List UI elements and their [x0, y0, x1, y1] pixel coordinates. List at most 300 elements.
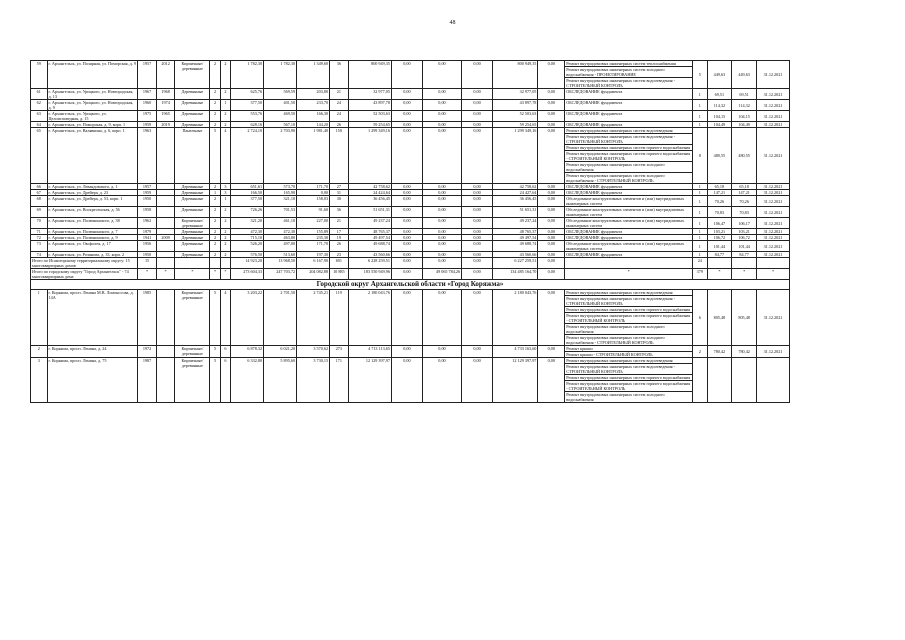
cell-k: 1	[693, 184, 707, 190]
cell-sum: 800 949,35	[348, 61, 391, 89]
work-item: Обследование конструктивных элементов и (или) внутридомовых инженерных систем	[566, 241, 685, 251]
work-item: Ремонт внутридомовых инженерных систем холодного водоснабжения - ПРОЕКТИРОВАНИЕ	[565, 67, 692, 78]
cell-sum: 49 237,24	[348, 218, 391, 229]
cell-p: 24	[330, 111, 349, 122]
cell-own: 4 733 163,60	[493, 346, 538, 358]
cell-v1: 69,51	[707, 89, 732, 100]
cell-a1: 377,50	[231, 196, 264, 207]
cell-a3: 2 745,21	[297, 290, 330, 346]
cell-addr: г. Архангельск, ул. Левандовского, д. 1	[47, 184, 138, 190]
cell-z2: 0,00	[422, 184, 461, 190]
works-list	[565, 346, 693, 358]
cell-a2: 2 703,90	[264, 128, 297, 184]
cell-fl: 2	[210, 252, 220, 258]
cell-p: 171	[330, 358, 349, 403]
cell-v1: 70,26	[707, 196, 732, 207]
cell-v2: 103,21	[732, 229, 757, 235]
cell-a1: 1 782,30	[231, 61, 264, 89]
cell-z1: 0,00	[391, 61, 422, 89]
cell-z3: 0,00	[462, 290, 493, 346]
cell-k: 1	[693, 190, 707, 196]
cell-own: 36 456,45	[493, 196, 538, 207]
cell-a1: 715,10	[231, 235, 264, 241]
cell-y1: 1957	[138, 61, 157, 89]
cell-n: 61	[31, 89, 48, 100]
cell-en: 2	[220, 235, 230, 241]
cell-y2	[156, 128, 175, 184]
cell-y2	[156, 207, 175, 218]
cell-own: 52 503,63	[493, 111, 538, 122]
cell-z3: 0,00	[462, 346, 493, 358]
cell-z3: 0,00	[462, 100, 493, 111]
cell-dt: 31.12.2021	[757, 184, 790, 190]
cell-sum: 1 299 349,16	[348, 128, 391, 184]
cell-a1: 726,26	[231, 207, 264, 218]
cell-z1: 0,00	[391, 100, 422, 111]
table-row	[31, 290, 790, 346]
work-item: Ремонт внутридомовых инженерных систем холодного водоснабжения - СТРОИТЕЛЬНЫЙ КОНТРОЛЬ	[566, 173, 665, 183]
cell-n: 71	[31, 229, 48, 235]
cell-a1: 625,76	[231, 89, 264, 100]
work-item: Ремонт внутридомовых инженерных систем водоотведения - СТРОИТЕЛЬНЫЙ КОНТРОЛЬ	[565, 296, 692, 307]
cell-z3: 0,00	[462, 358, 493, 403]
cell-en: 2	[220, 111, 230, 122]
cell-v1: 449,63	[707, 61, 732, 89]
cell-v2: 101,44	[732, 241, 757, 252]
cell-z2: 0,00	[422, 252, 461, 258]
cell-own: 32 977,05	[493, 89, 538, 100]
cell-k: 1	[693, 218, 707, 229]
cell-addr: г. Архангельск, ул. Урицкого, ул. Новгородская, д. 13	[47, 89, 138, 100]
cell-a3: 203,80	[297, 89, 330, 100]
work-item: Ремонт крыши	[565, 346, 692, 352]
cell-n: 65	[31, 128, 48, 184]
cell-n: 3	[31, 358, 48, 403]
cell-a3: 166,30	[297, 111, 330, 122]
cell-y1: 1958	[138, 207, 157, 218]
cell-z4: 0,00	[538, 100, 565, 111]
cell-z4: 0,00	[538, 184, 565, 190]
cell-z3: 0,00	[462, 190, 493, 196]
cell-p: 36	[330, 207, 349, 218]
cell-mat: Деревянные	[175, 235, 210, 241]
city-total-label: Итого по городскому округу "Город Архангельск" - 74 многоквартирных дома	[31, 269, 138, 280]
cell-mat: Деревянные	[175, 100, 210, 111]
cell-en: 1	[220, 100, 230, 111]
cell-a1: 3 203,22	[231, 290, 264, 346]
cell-a3: 1 981,40	[297, 128, 330, 184]
works-list	[565, 241, 693, 252]
cell-addr: г. Архангельск, ул. Валявкина, д. 6, корп. 1	[47, 128, 138, 184]
cell-v1: 106,47	[707, 218, 732, 229]
cell-n: 64	[31, 122, 48, 128]
city-total-row: Итого по городскому округу "Город Архангельск" - 74 многоквартирных дома * * * * * 273 604,33 247 703,72 204 082,88 10 885 183 550 949,96 0,00 49 065 784,26 0,00 134 485 164,70 0,00 * 379 * * *	[31, 269, 790, 280]
work-item: Обследование конструктивных элементов и (или) внутридомовых инженерных систем	[566, 218, 685, 228]
cell-p: 17	[330, 229, 349, 235]
cell-y1: 1960	[138, 100, 157, 111]
cell-z4: 0,00	[538, 290, 565, 346]
cell-a3: 3 730,15	[297, 358, 330, 403]
work-item: ОБСЛЕДОВАНИЕ фундамента	[566, 122, 623, 127]
cell-n: 59	[31, 61, 48, 89]
cell-own: 43 560,66	[493, 252, 538, 258]
cell-p: 26	[330, 241, 349, 252]
works-list	[565, 100, 693, 111]
cell-dt: 31.12.2021	[757, 346, 790, 358]
cell-own: 43 897,78	[493, 100, 538, 111]
cell-mat: Деревянные	[175, 196, 210, 207]
cell-p: 36	[330, 61, 349, 89]
cell-a3: 171,70	[297, 184, 330, 190]
cell-z3: 0,00	[462, 196, 493, 207]
cell-z4: 0,00	[538, 196, 565, 207]
cell-v1: 480,55	[707, 128, 732, 184]
cell-z4: 0,00	[538, 235, 565, 241]
cell-fl: 5	[210, 128, 220, 184]
cell-dt: 31.12.2021	[757, 290, 790, 346]
cell-a3: 91,60	[297, 207, 330, 218]
cell-p: 150	[330, 128, 349, 184]
cell-z1: 0,00	[391, 111, 422, 122]
cell-z2: 0,00	[422, 358, 461, 403]
cell-z2: 0,00	[422, 241, 461, 252]
cell-v1: 104,15	[707, 111, 732, 122]
table-row	[31, 358, 790, 403]
cell-y2	[156, 241, 175, 252]
works-list	[565, 207, 693, 218]
cell-dt: 31.12.2021	[757, 89, 790, 100]
cell-v2: 147,21	[732, 190, 757, 196]
cell-z4: 0,00	[538, 89, 565, 100]
cell-y1: 1985	[138, 290, 157, 346]
cell-k: 1	[693, 229, 707, 235]
cell-a1: 526,20	[231, 241, 264, 252]
cell-a1: 651,61	[231, 184, 264, 190]
works-list	[565, 61, 693, 89]
cell-addr: г. Архангельск, ул. Урицкого, ул. Целоисповедная, д. 15	[47, 111, 138, 122]
cell-v1: 114,32	[707, 100, 732, 111]
cell-z3: 0,00	[462, 89, 493, 100]
cell-a1: 6 332,80	[231, 358, 264, 403]
cell-a3: 171,70	[297, 241, 330, 252]
cell-z1: 0,00	[391, 190, 422, 196]
cell-y2: 1968	[156, 89, 175, 100]
cell-en: 2	[220, 122, 230, 128]
cell-z4: 0,00	[538, 61, 565, 89]
cell-sum: 32 977,05	[348, 89, 391, 100]
cell-z3: 0,00	[462, 229, 493, 235]
cell-y2: 1965	[156, 111, 175, 122]
cell-dt: 31.12.2021	[757, 122, 790, 128]
cell-n: 67	[31, 190, 48, 196]
cell-dt: 31.12.2021	[757, 196, 790, 207]
cell-a2: 567,10	[264, 122, 297, 128]
cell-y1: 1950	[138, 252, 157, 258]
cell-dt: 31.12.2021	[757, 100, 790, 111]
cell-addr: г. Архангельск, ул. Полюнинского, д. 9	[47, 235, 138, 241]
cell-v2: 70,83	[732, 207, 757, 218]
cell-addr: г. Архангельск, ул. Розинова, д. 33, корп. 2	[47, 252, 138, 258]
cell-en: 2	[220, 207, 230, 218]
cell-a2: 573,70	[264, 184, 297, 190]
cell-dt: 31.12.2021	[757, 252, 790, 258]
cell-y1: 1975	[138, 111, 157, 122]
cell-sum: 43 560,66	[348, 252, 391, 258]
cell-sum: 42 758,62	[348, 184, 391, 190]
cell-v1	[707, 358, 732, 403]
cell-z4: 0,00	[538, 346, 565, 358]
cell-y2: 2012	[156, 61, 175, 89]
cell-n: 72	[31, 235, 48, 241]
cell-own: 49 688,74	[493, 241, 538, 252]
work-item: ОБСЛЕДОВАНИЕ фундамента	[566, 100, 623, 105]
cell-z3: 0,00	[462, 122, 493, 128]
cell-k: 8	[693, 128, 707, 184]
cell-mat: Кирпичные/ деревянные	[175, 358, 210, 403]
cell-fl: 2	[210, 229, 220, 235]
cell-z2: 0,00	[422, 190, 461, 196]
cell-a1: 166,50	[231, 190, 264, 196]
cell-v1: 101,44	[707, 241, 732, 252]
cell-mat: Деревянные	[175, 190, 210, 196]
work-item: Ремонт внутридомовых инженерных систем горячего водоснабжения	[566, 375, 691, 380]
repair-program-table	[30, 60, 790, 403]
page-number: 48	[449, 20, 456, 26]
cell-v1: 70,83	[707, 207, 732, 218]
section-heading-row	[31, 280, 790, 290]
work-item: Ремонт внутридомовых инженерных систем теплоснабжения	[565, 61, 692, 67]
cell-y1: 1941	[138, 235, 157, 241]
cell-fl: 2	[210, 100, 220, 111]
table-row	[31, 207, 790, 218]
cell-v2: 449,63	[732, 61, 757, 89]
cell-p: 30	[330, 196, 349, 207]
cell-z3: 0,00	[462, 128, 493, 184]
cell-mat: Кирпичные/ деревянные	[175, 61, 210, 89]
cell-k: 2	[693, 346, 707, 358]
cell-a1: 576,50	[231, 252, 264, 258]
cell-v2: 65,18	[732, 184, 757, 190]
section-title: Городской округ Архангельской области «Город Коряжма»	[31, 280, 790, 290]
cell-y2: 1974	[156, 100, 175, 111]
cell-sum: 51 651,31	[348, 207, 391, 218]
cell-a1: 6 878,32	[231, 346, 264, 358]
cell-a1: 628,16	[231, 122, 264, 128]
work-item: Ремонт внутридомовых инженерных систем водоотведения - СТРОИТЕЛЬНЫЙ КОНТРОЛЬ	[565, 364, 692, 375]
cell-z2: 0,00	[422, 346, 461, 358]
cell-en: 2	[220, 229, 230, 235]
work-item: Ремонт внутридомовых инженерных систем горячего водоснабжения	[566, 145, 691, 150]
cell-a2: 6 021,20	[264, 346, 297, 358]
cell-y1: 1962	[138, 218, 157, 229]
cell-a2: 513,60	[264, 252, 297, 258]
cell-mat: Деревянные	[175, 229, 210, 235]
cell-sum: 36 456,45	[348, 196, 391, 207]
cell-fl: 2	[210, 218, 220, 229]
cell-a1: 472,30	[231, 229, 264, 235]
cell-z4: 0,00	[538, 207, 565, 218]
cell-y2	[156, 358, 175, 403]
cell-y2	[156, 196, 175, 207]
cell-a1: 553,76	[231, 111, 264, 122]
cell-dt: 31.12.2021	[757, 229, 790, 235]
cell-a2: 321,10	[264, 196, 297, 207]
work-item: Ремонт внутридомовых инженерных систем водоотведения	[565, 358, 692, 364]
cell-en: 6	[220, 358, 230, 403]
cell-dt: 31.12.2021	[757, 190, 790, 196]
cell-addr: г. Коряжма, просп. Ленина М.В. Ломоносова, д. 14А	[47, 290, 138, 346]
works-list	[565, 128, 693, 184]
cell-a2: 569,59	[264, 89, 297, 100]
cell-k: 6	[693, 290, 707, 346]
cell-v2: 780,42	[732, 346, 757, 358]
cell-a1: 321,20	[231, 218, 264, 229]
cell-z4: 0,00	[538, 252, 565, 258]
cell-z2: 0,00	[422, 235, 461, 241]
cell-y1: 1959	[138, 190, 157, 196]
cell-n: 73	[31, 241, 48, 252]
cell-fl: 2	[210, 89, 220, 100]
cell-z4: 0,00	[538, 218, 565, 229]
cell-v1: 106,72	[707, 235, 732, 241]
cell-dt: 31.12.2021	[757, 241, 790, 252]
work-item: ОБСЛЕДОВАНИЕ фундамента	[566, 111, 623, 116]
table-row	[31, 89, 790, 100]
cell-k: 5	[693, 61, 707, 89]
cell-v1: 104,49	[707, 122, 732, 128]
cell-a2: 461,10	[264, 218, 297, 229]
cell-k: 1	[693, 100, 707, 111]
cell-n: 68	[31, 196, 48, 207]
cell-z2: 0,00	[422, 218, 461, 229]
cell-z1: 0,00	[391, 184, 422, 190]
cell-v1: 103,21	[707, 229, 732, 235]
cell-v1: 147,21	[707, 190, 732, 196]
cell-a2: 472,30	[264, 229, 297, 235]
cell-n: 63	[31, 111, 48, 122]
cell-own: 12 129 397,97	[493, 358, 538, 403]
cell-v1: 84,77	[707, 252, 732, 258]
cell-v2: 70,26	[732, 196, 757, 207]
cell-fl: 2	[210, 184, 220, 190]
work-item: ОБСЛЕДОВАНИЕ фундамента	[566, 252, 623, 257]
cell-n: 2	[31, 346, 48, 358]
district-total-row: Итого по Исакогорскому территориальному округу: 15 многоквартирных домов 15 14 923,20 13 968,50 6 167,90 691 6 228 259,51 0,00 0,00 0,00 6 227 259,51 0,00 24	[31, 258, 790, 269]
cell-a3: 144,20	[297, 122, 330, 128]
cell-z2: 0,00	[422, 290, 461, 346]
cell-addr: г. Архангельск, ул. Воскресенская, д. 56	[47, 207, 138, 218]
work-item: Ремонт внутридомовых инженерных систем холодного водоснабжения	[565, 162, 692, 173]
cell-mat: Кирпичные/ деревянные	[175, 290, 210, 346]
cell-v1: 780,42	[707, 346, 732, 358]
cell-a3: 233,70	[297, 100, 330, 111]
cell-p: 21	[330, 89, 349, 100]
cell-n: 62	[31, 100, 48, 111]
work-item: Обследование конструктивных элементов и (или) внутридомовых инженерных систем	[566, 207, 685, 217]
work-item: ОБСЛЕДОВАНИЕ фундамента	[566, 229, 623, 234]
cell-a2: 469,50	[264, 111, 297, 122]
cell-own: 42 758,62	[493, 184, 538, 190]
works-list	[565, 196, 693, 207]
work-item: Ремонт крыши - СТРОИТЕЛЬНЫЙ КОНТРОЛЬ	[566, 352, 653, 357]
cell-p: 273	[330, 346, 349, 358]
cell-addr: г. Архангельск, ул. Полярная, ул. Поморская, д. 9	[47, 61, 138, 89]
cell-z2: 0,00	[422, 122, 461, 128]
cell-addr: г. Архангельск, ул. Полюнинского, д. 38	[47, 218, 138, 229]
cell-p: 24	[330, 100, 349, 111]
cell-k: 1	[693, 122, 707, 128]
cell-y1: 1967	[138, 89, 157, 100]
cell-a2: 5 895,60	[264, 358, 297, 403]
cell-sum: 59 254,65	[348, 122, 391, 128]
cell-z1: 0,00	[391, 229, 422, 235]
cell-a3: 155,89	[297, 229, 330, 235]
cell-dt	[757, 358, 790, 403]
cell-a2: 1 782,30	[264, 61, 297, 89]
work-item: Ремонт внутридомовых инженерных систем холодного водоснабжения	[566, 392, 665, 402]
cell-a3: 227,00	[297, 218, 330, 229]
cell-v2: 69,51	[732, 89, 757, 100]
cell-own: 1 299 349,16	[493, 128, 538, 184]
cell-z3: 0,00	[462, 207, 493, 218]
cell-z1: 0,00	[391, 89, 422, 100]
cell-addr: г. Архангельск, ул. Урицкого, ул. Новгородская, д. 9	[47, 100, 138, 111]
cell-addr: г. Архангельск, ул. Поморская, д. 9, корп. 1	[47, 122, 138, 128]
cell-addr: г. Архангельск, ул. Дрейера, д. 53, корп. 1	[47, 196, 138, 207]
cell-a3: 1 349,60	[297, 61, 330, 89]
cell-v2: 106,72	[732, 235, 757, 241]
cell-z3: 0,00	[462, 184, 493, 190]
cell-z4: 0,00	[538, 241, 565, 252]
cell-y1: 1957	[138, 184, 157, 190]
cell-v2: 114,32	[732, 100, 757, 111]
cell-z1: 0,00	[391, 290, 422, 346]
cell-z4: 0,00	[538, 190, 565, 196]
cell-z4: 0,00	[538, 358, 565, 403]
cell-mat: Кирпичные/ деревянные	[175, 346, 210, 358]
cell-en: 2	[220, 61, 230, 89]
cell-z2: 0,00	[422, 207, 461, 218]
cell-n: 66	[31, 184, 48, 190]
table-row	[31, 100, 790, 111]
cell-fl: 2	[210, 241, 220, 252]
cell-z1: 0,00	[391, 252, 422, 258]
works-list	[565, 290, 693, 346]
cell-z3: 0,00	[462, 218, 493, 229]
cell-y1: 1987	[138, 358, 157, 403]
cell-addr: г. Архангельск, ул. Дрейера, д. 23	[47, 190, 138, 196]
cell-fl: 5	[210, 358, 220, 403]
cell-y1: 1959	[138, 122, 157, 128]
cell-mat: Деревянные	[175, 111, 210, 122]
cell-addr: г. Архангельск, ул. Полюнинского, д. 7	[47, 229, 138, 235]
cell-fl: 2	[210, 111, 220, 122]
cell-z3: 0,00	[462, 241, 493, 252]
cell-z1: 0,00	[391, 235, 422, 241]
work-item: Ремонт внутридомовых инженерных систем холодного водоснабжения	[565, 324, 692, 335]
cell-a3: 0,00	[297, 190, 330, 196]
cell-a2: 165,90	[264, 190, 297, 196]
cell-a3: 3 570,62	[297, 346, 330, 358]
cell-fl: 2	[210, 61, 220, 89]
cell-y2: 2009	[156, 235, 175, 241]
cell-y1: 1963	[138, 128, 157, 184]
cell-own: 49 497,54	[493, 235, 538, 241]
cell-dt: 31.12.2021	[757, 207, 790, 218]
cell-v1: 805,48	[707, 290, 732, 346]
cell-n: 74	[31, 252, 48, 258]
cell-sum: 12 129 397,97	[348, 358, 391, 403]
